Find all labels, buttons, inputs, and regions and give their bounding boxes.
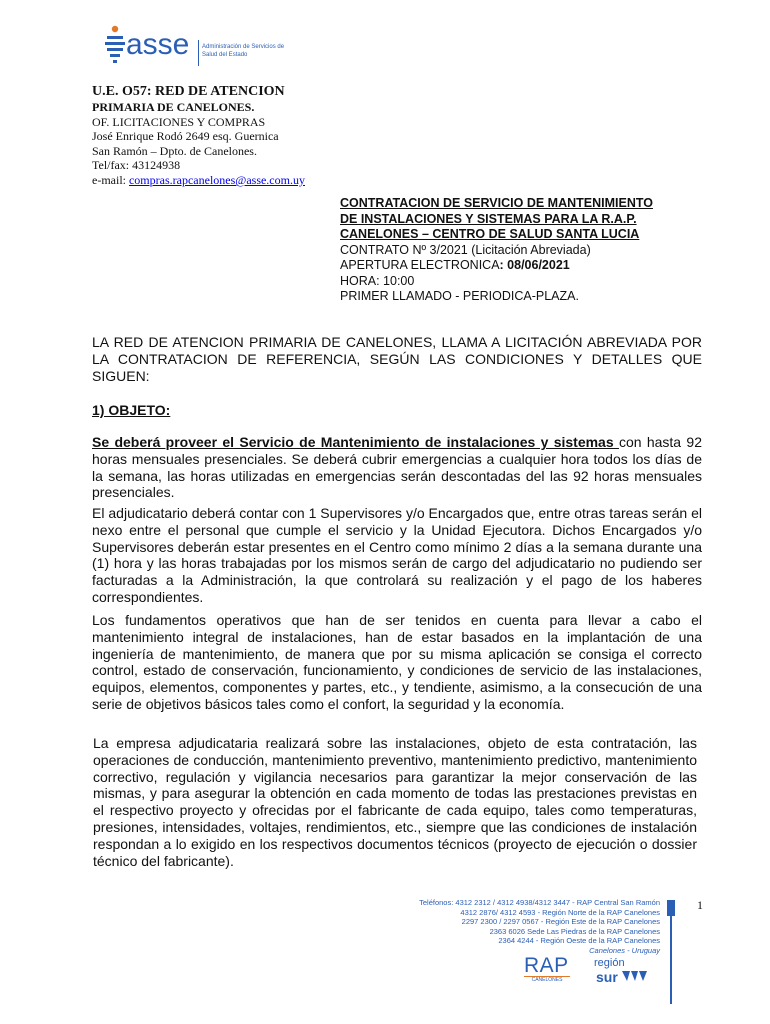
opening-time: HORA: 10:00	[340, 273, 415, 288]
office-name: OF. LICITACIONES Y COMPRAS	[92, 114, 266, 129]
paragraph-1	[92, 434, 702, 501]
region-name: sur	[596, 969, 618, 985]
page-number: 1	[697, 898, 703, 912]
footer-line: 2364 4244 - Región Oeste de la RAP Canelones	[498, 936, 660, 946]
paragraph-2: El adjudicatario deberá contar con 1 Supervisores y/o Encargados que, entre otras tareas serán el nexo entre el personal que cumple el servicio y la Unidad Ejecutora. Dichos Encargados y/o Supervisores deberán estar presentes en el Centro como mínimo 2 días a la semana durante una (1) hora y las horas trabajadas por los mismos serán de cargo del adjudicatario no pudiendo ser facturadas a la Administración, la que controlará su realización y el pago de los haberes correspondientes.	[92, 505, 702, 605]
office-header	[92, 84, 392, 188]
contract-title-block	[340, 196, 700, 305]
paragraph-1-rest: con hasta 92 horas mensuales presenciales. Se deberá cubrir emergencias a cualquier hora todos los días de la semana, las horas utilizadas en emergencias serán descontadas del las 92 horas mensuales presenciales.	[92, 434, 702, 501]
footer-line: 2297 2300 / 2297 0567 - Región Este de la RAP Canelones	[461, 917, 660, 927]
region-sur-logo	[592, 957, 651, 985]
asse-logo-word: asse	[126, 28, 190, 61]
contract-number: CONTRATO Nº 3/2021 (Licitación Abreviada)	[340, 242, 591, 257]
paragraph-4: La empresa adjudicataria realizará sobre las instalaciones, objeto de esta contratación, las operaciones de conducción, mantenimiento preventivo, mantenimiento predictivo, mantenimiento correctivo, regulación y vigilancia necesarios para garantizar la mejor conservación de las mismas, y para asegurar la obtención en cada momento de todas las prestaciones previstas en el respectivo proyecto y ofrecidas por el fabricante de cada equipo, tales como temperaturas, presiones, intensidades, voltajes, rendimientos, etc., siempre que las condiciones de instalación respondan a lo exigido en los respectivos documentos técnicos (proyecto de ejecución o dossier técnico del fabricante).	[93, 735, 697, 869]
region-word: región	[594, 957, 625, 969]
footer-line: Canelones - Uruguay	[589, 945, 660, 955]
asse-logo-mark-icon	[104, 24, 126, 68]
region-wave-icon	[621, 969, 651, 983]
opening-date: : 08/06/2021	[499, 258, 570, 272]
section-1-heading: 1) OBJETO:	[92, 402, 171, 418]
paragraph-1-bold: Se deberá proveer el Servicio de Mantenimiento de instalaciones y sistemas	[92, 434, 619, 450]
title-line-3: CANELONES – CENTRO DE SALUD SANTA LUCIA	[340, 227, 640, 241]
footer-line: 2363 6026 Sede Las Piedras de la RAP Canelones	[489, 926, 660, 936]
address-line-2: San Ramón – Dpto. de Canelones.	[92, 143, 257, 158]
call-type: PRIMER LLAMADO - PERIODICA-PLAZA.	[340, 289, 579, 303]
region-name-row	[592, 969, 651, 985]
email-label: e-mail:	[92, 172, 129, 187]
rap-logo-word: RAP	[524, 954, 569, 977]
paragraph-3: Los fundamentos operativos que han de ser tenidos en cuenta para llevar a cabo el mantenimiento integral de instalaciones, han de estar basados en la implantación de una ingeniería de mantenimiento, de manera que por su misma aplicación se consiga el correcto control, estado de conservación, funcionamiento, y condiciones de servicio de las instalaciones, equipos, elementos, componentes y partes, etc., y tendiente, asimismo, a la consecución de una serie de objetivos básicos tales como el confort, la seguridad y la economía.	[92, 612, 702, 712]
intro-paragraph: LA RED DE ATENCION PRIMARIA DE CANELONES, LLAMA A LICITACIÓN ABREVIADA POR LA CONTRATACION DE REFERENCIA, SEGÚN LAS CONDICIONES Y DETALLES QUE SIGUEN:	[92, 334, 702, 384]
footer-side-bar	[667, 900, 675, 1004]
unit-subtitle: PRIMARIA DE CANELONES.	[92, 100, 255, 114]
opening-line	[340, 258, 700, 274]
rap-logo-sub: CANELONES	[524, 976, 570, 983]
title-line-1: CONTRATACION DE SERVICIO DE MANTENIMIENTO	[340, 196, 653, 210]
footer-contact-lines	[360, 898, 660, 956]
footer-line: Teléfonos: 4312 2312 / 4312 4938/4312 3447 - RAP Central San Ramón	[419, 898, 660, 907]
opening-label: APERTURA ELECTRONICA	[340, 258, 500, 272]
logo-divider	[198, 40, 199, 66]
footer-bar-line	[670, 916, 672, 1004]
footer-bar-block	[667, 900, 675, 916]
title-line-2: DE INSTALACIONES Y SISTEMAS PARA LA R.A.P.	[340, 211, 637, 226]
unit-title: U.E. O57: RED DE ATENCION	[92, 84, 285, 99]
email-link[interactable]: compras.rapcanelones@asse.com.uy	[128, 172, 305, 187]
tel-fax: Tel/fax: 43124938	[92, 158, 181, 173]
email-line	[92, 173, 392, 188]
rap-canelones-logo	[524, 956, 570, 983]
asse-logo-subtitle: Administración de Servicios de Salud del Estado	[202, 44, 285, 58]
address-line-1: José Enrique Rodó 2649 esq. Guernica	[92, 129, 279, 144]
asse-logo	[104, 24, 294, 70]
footer-line: 4312 2876/ 4312 4593 - Región Norte de la RAP Canelones	[460, 907, 660, 917]
